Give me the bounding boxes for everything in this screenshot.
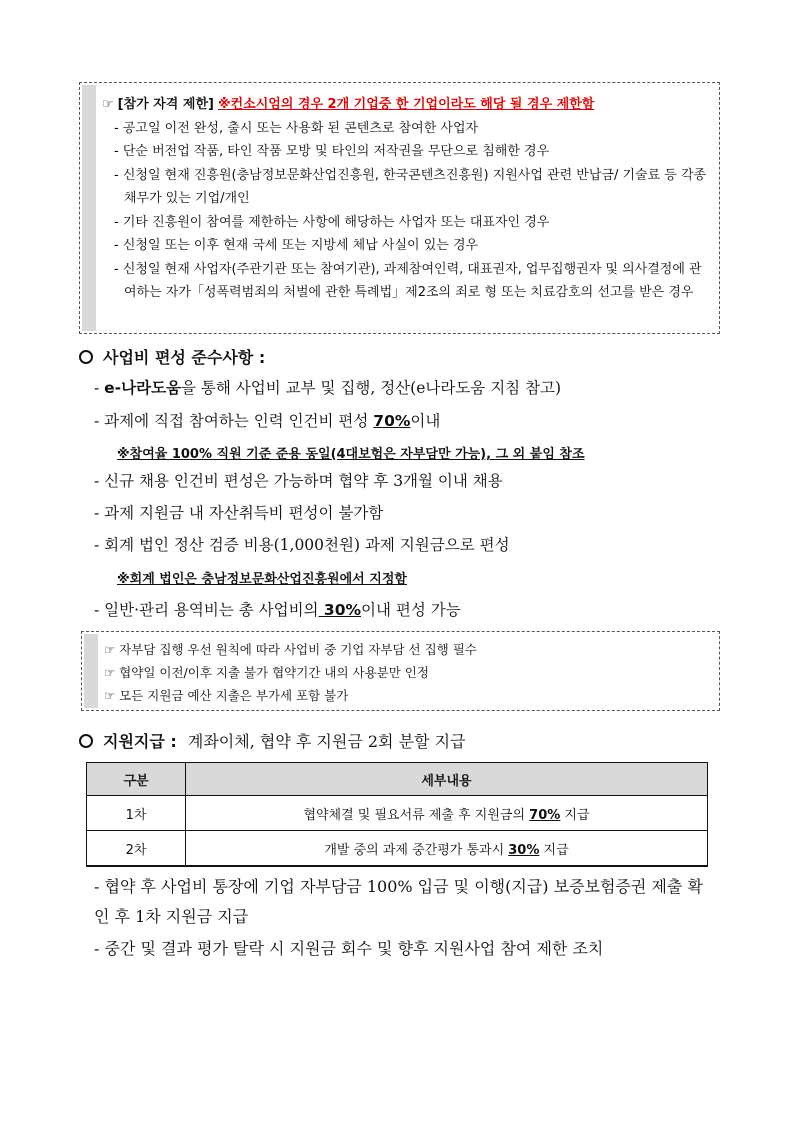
line-text: - 과제에 직접 참여하는 인력 인건비 편성 bbox=[94, 412, 374, 430]
restriction-item: - 신청일 현재 진흥원(충남정보문화산업진흥원, 한국콘텐츠진흥원) 지원사업 관련 반납금/ 기술료 등 각종 채무가 있는 기업/개인 bbox=[114, 167, 707, 206]
restriction-header bbox=[102, 93, 711, 117]
line-text: 을 통해 사업비 교부 및 집행, 정산(e나라도움 지침 참고) bbox=[181, 379, 562, 397]
line-text: 이내 bbox=[410, 412, 441, 430]
payment-paragraph: - 협약 후 사업비 통장에 기업 자부담금 100% 입금 및 이행(지급) 보증보험증권 제출 확인 후 1차 지원금 지급 bbox=[94, 877, 703, 926]
execution-rule-item: ☞ 자부담 집행 우선 원칙에 따라 사업비 중 기업 자부담 선 집행 필수 bbox=[104, 642, 477, 657]
restriction-item: - 단순 버전업 작품, 타인 작품 모방 및 타인의 저작권을 무단으로 침해한 경우 bbox=[114, 144, 550, 159]
budget-line: - 회계 법인 정산 검증 비용(1,000천원) 과제 지원금으로 편성 bbox=[94, 536, 510, 554]
section-description: 계좌이체, 협약 후 지원금 2회 분할 지급 bbox=[187, 732, 466, 751]
restriction-item: - 신청일 현재 사업자(주관기관 또는 참여기관), 과제참여인력, 대표권자, 업무집행권자 및 의사결정에 관여하는 자가「성폭력범죄의 처벌에 관한 특례법」제2조의 죄로 형 또는 치료감호의 선고를 받은 경우 bbox=[114, 261, 702, 300]
column-header: 구분 bbox=[87, 763, 186, 796]
box-side-bar bbox=[82, 85, 96, 331]
line-text: 이내 편성 가능 bbox=[361, 601, 461, 619]
execution-rules-box bbox=[81, 631, 720, 711]
restriction-item: - 기타 진흥원이 참여를 제한하는 사항에 해당하는 사업자 또는 대표자인 경우 bbox=[114, 214, 550, 230]
circle-bullet-icon bbox=[79, 350, 93, 364]
budget-line: - 신규 채용 인건비 편성은 가능하며 협약 후 3개월 이내 채용 bbox=[94, 472, 503, 490]
table-cell bbox=[186, 831, 708, 867]
cell-text: 협약체결 및 필요서류 제출 후 지원금의 bbox=[303, 807, 530, 823]
budget-line bbox=[94, 409, 440, 431]
budget-note: ※참여율 100% 직원 기준 준용 동일(4대보험은 자부담만 가능), 그 외 붙임 참조 bbox=[117, 447, 585, 462]
section-heading-budget bbox=[79, 345, 265, 368]
table-header-row bbox=[87, 763, 708, 796]
percent-value: 30% bbox=[508, 842, 540, 858]
section-title: 지원지급 : bbox=[103, 732, 177, 751]
cell-text: 지급 bbox=[560, 807, 590, 823]
cell-text: 지급 bbox=[539, 842, 569, 858]
consortium-warning: ※컨소시엄의 경우 2개 기업중 한 기업이라도 해당 될 경우 제한함 bbox=[217, 97, 595, 112]
cell-text: 개발 중의 과제 중간평가 통과시 bbox=[324, 842, 509, 858]
execution-rule-item: ☞ 협약일 이전/이후 지출 불가 협약기간 내의 사용분만 인정 bbox=[104, 665, 429, 680]
table-cell: 2차 bbox=[87, 831, 186, 867]
line-prefix: - bbox=[94, 379, 105, 397]
circle-bullet-icon bbox=[79, 734, 93, 748]
table-cell bbox=[186, 796, 708, 831]
table-row bbox=[87, 831, 708, 867]
table-cell: 1차 bbox=[87, 796, 186, 831]
execution-rule-item: ☞ 모든 지원금 예산 지출은 부가세 포함 불가 bbox=[104, 688, 349, 703]
percent-value: 70% bbox=[373, 412, 411, 430]
restriction-content bbox=[102, 93, 711, 305]
table-row bbox=[87, 796, 708, 831]
percent-value: 70% bbox=[529, 807, 561, 823]
payment-paragraph: - 중간 및 결과 평가 탈락 시 지원금 회수 및 향후 지원사업 참여 제한 조치 bbox=[94, 939, 604, 958]
execution-rules-content bbox=[104, 638, 477, 707]
e-nara-doum-term: e-나라도움 bbox=[104, 379, 182, 397]
section-heading-payment bbox=[79, 729, 466, 752]
restriction-item: - 신청일 또는 이후 현재 국세 또는 지방세 체납 사실이 있는 경우 bbox=[114, 238, 479, 253]
budget-line bbox=[94, 598, 461, 620]
restriction-item: - 공고일 이전 완성, 출시 또는 사용화 된 콘텐츠로 참여한 사업자 bbox=[114, 120, 479, 136]
column-header: 세부내용 bbox=[186, 763, 708, 796]
budget-line: - 과제 지원금 내 자산취득비 편성이 불가함 bbox=[94, 504, 384, 522]
percent-value: 30% bbox=[318, 601, 362, 619]
restriction-box bbox=[79, 82, 720, 334]
section-title: 사업비 편성 준수사항 : bbox=[103, 348, 266, 367]
line-text: - 일반·관리 용역비는 총 사업비의 bbox=[94, 601, 319, 619]
payment-table bbox=[86, 762, 708, 867]
restriction-label: [참가 자격 제한] bbox=[117, 97, 214, 112]
box-side-bar bbox=[84, 634, 98, 708]
pointing-hand-icon: ☞ bbox=[102, 97, 114, 112]
budget-note: ※회계 법인은 충남정보문화산업진흥원에서 지정함 bbox=[117, 572, 407, 587]
budget-line bbox=[94, 376, 561, 398]
